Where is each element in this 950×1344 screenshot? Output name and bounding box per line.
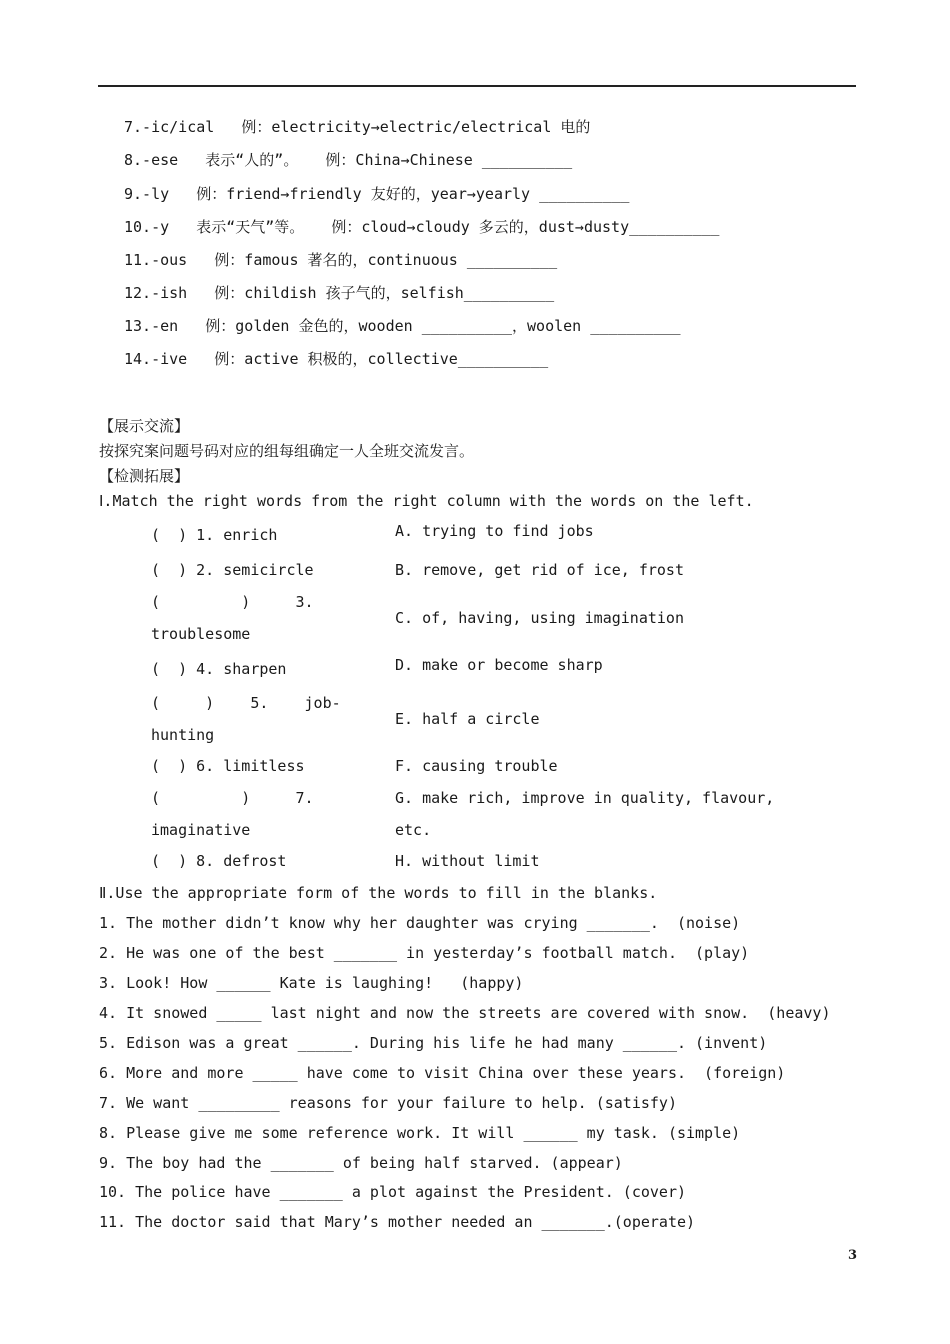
fill-blank-item: 4. It snowed _____ last night and now the streets are covered with snow. (heavy): [99, 1004, 831, 1022]
suffix-item: 12.-ish 例：childish 孩子气的，selfish__________: [124, 284, 555, 302]
match-left-item: ( ) 7.: [151, 789, 314, 807]
match-right-item: B. remove, get rid of ice, frost: [395, 561, 684, 579]
match-right-item: C. of, having, using imagination: [395, 609, 684, 627]
suffix-item: 13.-en 例：golden 金色的，wooden __________，woolen __________: [124, 317, 681, 335]
match-left-item: hunting: [151, 726, 215, 744]
match-right-item: H. without limit: [395, 852, 540, 870]
suffix-item: 9.-ly 例：friend→friendly 友好的，year→yearly __________: [124, 185, 630, 203]
suffix-item: 11.-ous 例：famous 著名的，continuous __________: [124, 251, 558, 269]
fill-blank-item: 9. The boy had the _______ of being half starved. (appear): [99, 1154, 623, 1172]
page-number: 3: [848, 1248, 858, 1263]
match-left-item: ( ) 5. job-: [151, 694, 341, 712]
suffix-item: 14.-ive 例：active 积极的，collective__________: [124, 350, 549, 368]
suffix-item: 8.-ese 表示“人的”。 例：China→Chinese __________: [124, 151, 573, 169]
match-left-item: ( ) 3.: [151, 593, 314, 611]
fill-blank-item: 6. More and more _____ have come to visit China over these years. (foreign): [99, 1064, 786, 1082]
match-left-item: ( ) 4. sharpen: [151, 660, 287, 678]
suffix-item: 7.-ic/ical 例：electricity→electric/electrical 电的: [124, 118, 591, 136]
match-right-item: G. make rich, improve in quality, flavour,: [395, 789, 775, 807]
fill-blank-item: 5. Edison was a great ______. During his life he had many ______. (invent): [99, 1034, 768, 1052]
match-right-item: etc.: [395, 821, 432, 839]
fill-blank-item: 2. He was one of the best _______ in yesterday’s football match. (play): [99, 944, 750, 962]
fill-blank-item: 10. The police have _______ a plot against the President. (cover): [99, 1183, 686, 1201]
fill-blank-item: 11. The doctor said that Mary’s mother needed an _______.(operate): [99, 1213, 696, 1231]
match-right-item: E. half a circle: [395, 710, 540, 728]
match-left-item: imaginative: [151, 821, 251, 839]
match-left-item: ( ) 2. semicircle: [151, 561, 314, 579]
fill-blank-item: 8. Please give me some reference work. It will ______ my task. (simple): [99, 1124, 741, 1142]
match-left-item: ( ) 1. enrich: [151, 526, 278, 544]
fill-blank-item: 3. Look! How ______ Kate is laughing! (happy): [99, 974, 524, 992]
match-right-item: A. trying to find jobs: [395, 522, 594, 540]
match-right-item: D. make or become sharp: [395, 656, 603, 674]
match-left-item: troublesome: [151, 625, 251, 643]
fill-blank-item: 1. The mother didn’t know why her daughter was crying _______. (noise): [99, 914, 741, 932]
part1-instruction: Ⅰ.Match the right words from the right column with the words on the left.: [99, 492, 754, 510]
match-right-item: F. causing trouble: [395, 757, 558, 775]
part2-instruction: Ⅱ.Use the appropriate form of the words to fill in the blanks.: [99, 884, 658, 902]
header-rule: [98, 85, 856, 87]
show-text: 按探究案问题号码对应的组每组确定一人全班交流发言。: [99, 442, 475, 460]
fill-blank-item: 7. We want _________ reasons for your failure to help. (satisfy): [99, 1094, 677, 1112]
show-heading: 【展示交流】: [99, 417, 190, 435]
test-heading: 【检测拓展】: [99, 467, 190, 485]
match-left-item: ( ) 8. defrost: [151, 852, 287, 870]
match-left-item: ( ) 6. limitless: [151, 757, 305, 775]
suffix-item: 10.-y 表示“天气”等。 例：cloud→cloudy 多云的，dust→dusty__________: [124, 218, 720, 236]
